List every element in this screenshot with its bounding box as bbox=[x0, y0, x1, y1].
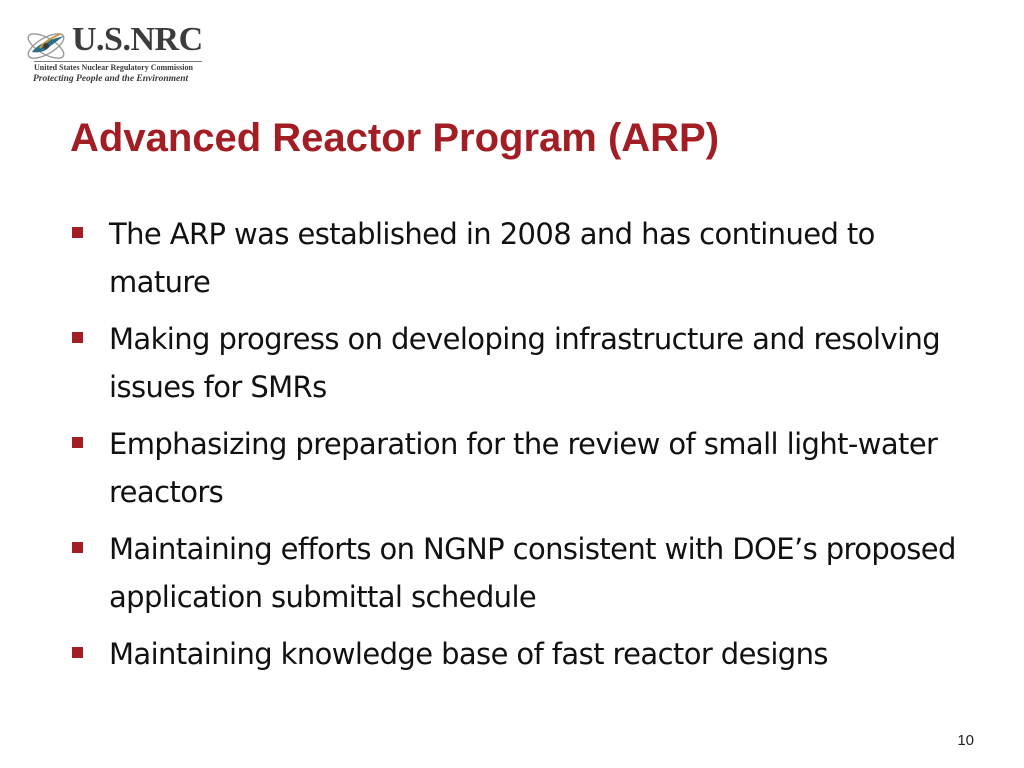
bullet-text: Making progress on developing infrastructure and resolving issues for SMRs bbox=[109, 322, 941, 404]
bullet-item bbox=[70, 210, 970, 306]
bullet-text: Emphasizing preparation for the review of small light-water reactors bbox=[109, 427, 938, 509]
logo-tagline: Protecting People and the Environment bbox=[33, 74, 189, 84]
bullet-text: Maintaining efforts on NGNP consistent with DOE’s proposed application submittal schedule bbox=[109, 532, 956, 614]
bullet-text: The ARP was established in 2008 and has continued to mature bbox=[109, 217, 875, 299]
bullet-item bbox=[70, 315, 970, 411]
bullet-text: Maintaining knowledge base of fast reactor designs bbox=[109, 637, 828, 671]
square-bullet-icon bbox=[72, 542, 83, 553]
slide-title: Advanced Reactor Program (ARP) bbox=[70, 116, 720, 160]
logo-divider bbox=[34, 61, 202, 62]
bullet-item bbox=[70, 525, 970, 621]
square-bullet-icon bbox=[72, 227, 83, 238]
square-bullet-icon bbox=[72, 437, 83, 448]
square-bullet-icon bbox=[72, 647, 83, 658]
bullet-item bbox=[70, 420, 970, 516]
square-bullet-icon bbox=[72, 332, 83, 343]
bullet-item bbox=[70, 630, 970, 678]
bullet-list bbox=[70, 210, 970, 687]
nrc-logo bbox=[22, 18, 204, 90]
page-number: 10 bbox=[957, 732, 974, 749]
logo-wordmark: U.S.NRC bbox=[72, 21, 203, 58]
logo-agency-name: United States Nuclear Regulatory Commission bbox=[34, 63, 193, 72]
